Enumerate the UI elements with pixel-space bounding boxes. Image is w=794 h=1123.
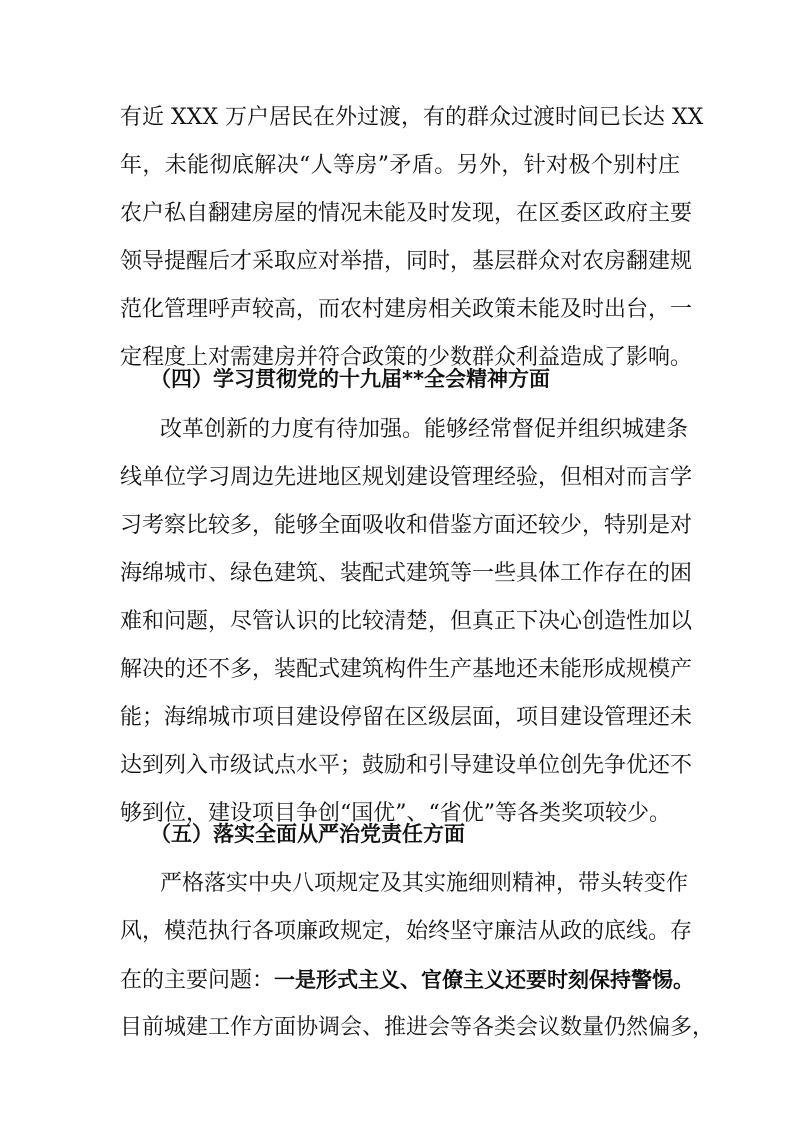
paragraph-2-line-3: 习考察比较多，能够全面吸收和借鉴方面还较少，特别是对	[120, 513, 693, 538]
paragraph-1-line-5: 范化管理呼声较高，而农村建房相关政策未能及时出台，一	[120, 297, 693, 322]
paragraph-2-line-9: 够到位，建设项目争创“国优”、“省优”等各类奖项较少。	[120, 801, 671, 826]
paragraph-2-line-4: 海绵城市、绿色建筑、装配式建筑等一些具体工作存在的困	[120, 561, 693, 586]
paragraph-1-line-3: 农户私自翻建房屋的情况未能及时发现，在区委区政府主要	[120, 201, 693, 226]
paragraph-3-line-2: 风，模范执行各项廉政规定，始终坚守廉洁从政的底线。存	[120, 919, 693, 944]
section-heading-4: （四）学习贯彻党的十九届**全会精神方面	[150, 367, 550, 391]
paragraph-3-line-4: 目前城建工作方面协调会、推进会等各类会议数量仍然偏多，	[120, 1015, 715, 1040]
paragraph-2-line-2: 线单位学习周边先进地区规划建设管理经验，但相对而言学	[120, 465, 693, 490]
paragraph-1-line-2: 年，未能彻底解决“人等房”矛盾。另外，针对极个别村庄	[120, 153, 680, 178]
paragraph-3-line-1: 严格落实中央八项规定及其实施细则精神，带头转变作	[160, 871, 689, 896]
paragraph-3-line-3-prefix: 在的主要问题：	[120, 968, 275, 993]
paragraph-2-line-7: 能；海绵城市项目建设停留在区级层面，项目建设管理还未	[120, 705, 693, 730]
paragraph-2-line-5: 难和问题，尽管认识的比较清楚，但真正下决心创造性加以	[120, 609, 693, 634]
paragraph-2-line-1: 改革创新的力度有待加强。能够经常督促并组织城建条	[160, 417, 689, 442]
paragraph-3-line-3	[120, 960, 695, 1000]
paragraph-1-line-1: 有近 XXX 万户居民在外过渡，有的群众过渡时间已长达 XX	[120, 105, 704, 130]
paragraph-2-line-6: 解决的还不多，装配式建筑构件生产基地还未能形成规模产	[120, 657, 693, 682]
paragraph-3-line-3-bold: 一是形式主义、官僚主义还要时刻保持警惕。	[274, 968, 695, 992]
paragraph-1-line-6: 定程度上对需建房并符合政策的少数群众利益造成了影响。	[120, 345, 693, 370]
paragraph-2-line-8: 达到列入市级试点水平；鼓励和引导建设单位创先争优还不	[120, 753, 693, 778]
paragraph-1-line-4: 领导提醒后才采取应对举措，同时，基层群众对农房翻建规	[120, 249, 693, 274]
section-heading-5: （五）落实全面从严治党责任方面	[150, 822, 465, 846]
